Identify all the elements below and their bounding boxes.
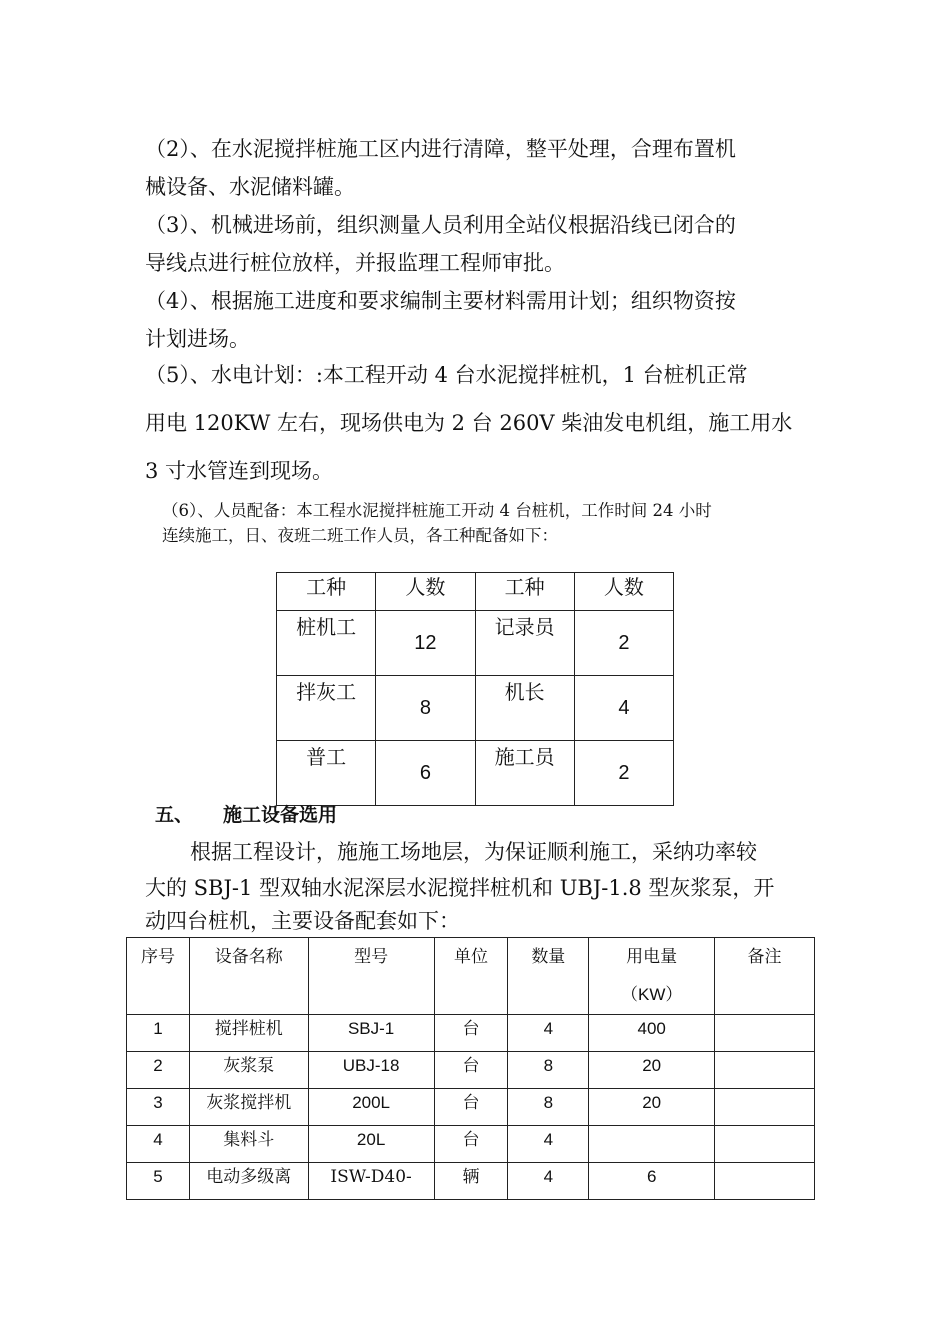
equipment-note-cell (715, 1015, 815, 1052)
equipment-header-cell: 设备名称 (189, 938, 308, 1015)
paragraph-6-line-1: （6）、人员配备：本工程水泥搅拌桩施工开动 4 台桩机，工作时间 24 小时 (162, 501, 712, 520)
equipment-table-row (127, 1089, 815, 1126)
equipment-note-cell (715, 1052, 815, 1089)
equipment-name-cell: 搅拌桩机 (189, 1015, 308, 1052)
equipment-model-cell: ISW-D40- (308, 1163, 434, 1200)
equipment-note-cell (715, 1126, 815, 1163)
paragraph-6-line-2: 连续施工，日、夜班二班工作人员，各工种配备如下： (162, 526, 558, 545)
equipment-qty-cell: 8 (508, 1089, 589, 1126)
equipment-note-cell (715, 1163, 815, 1200)
paragraph-3-line-1: （3）、机械进场前，组织测量人员利用全站仪根据沿线已闭合的 (145, 213, 736, 237)
paragraph-4-line-2: 计划进场。 (145, 327, 250, 351)
section-5-para-line-2: 大的 SBJ-1 型双轴水泥深层水泥搅拌桩机和 UBJ-1.8 型灰浆泵，开 (145, 876, 775, 900)
equipment-unit-cell: 辆 (434, 1163, 508, 1200)
equipment-unit-cell: 台 (434, 1089, 508, 1126)
paragraph-5-line-1: （5）、水电计划：:本工程开动 4 台水泥搅拌桩机，1 台桩机正常 (145, 363, 748, 387)
paragraph-5-line-2: 用电 120KW 左右，现场供电为 2 台 260V 柴油发电机组，施工用水 (145, 411, 793, 435)
equipment-table-header-row (127, 938, 815, 1015)
staff-header-cell: 工种 (277, 573, 376, 611)
paragraph-4-line-1: （4）、根据施工进度和要求编制主要材料需用计划；组织物资按 (145, 289, 736, 313)
equipment-qty-cell: 4 (508, 1163, 589, 1200)
equipment-table-row (127, 1052, 815, 1089)
staff-table-row (277, 676, 674, 741)
equipment-power-cell: 20 (589, 1089, 715, 1126)
equipment-header-cell: 数量 (508, 938, 589, 1015)
staff-count-cell: 2 (574, 611, 673, 676)
staff-table-row (277, 611, 674, 676)
equipment-model-cell: 20L (308, 1126, 434, 1163)
equipment-unit-cell: 台 (434, 1052, 508, 1089)
power-header-cell (589, 938, 715, 1015)
equipment-index-cell: 3 (127, 1089, 190, 1126)
staff-header-cell: 人数 (376, 573, 475, 611)
paragraph-5-line-3: 3 寸水管连到现场。 (145, 459, 334, 483)
equipment-qty-cell: 4 (508, 1126, 589, 1163)
staff-job-cell: 机长 (475, 676, 574, 741)
staff-job-cell: 桩机工 (277, 611, 376, 676)
section-5-number: 五、 (155, 804, 194, 826)
staff-count-cell: 6 (376, 741, 475, 806)
equipment-power-cell: 6 (589, 1163, 715, 1200)
section-5-para-line-3: 动四台桩机，主要设备配套如下： (145, 909, 460, 933)
paragraph-3-line-2: 导线点进行桩位放样，并报监理工程师审批。 (145, 251, 565, 275)
equipment-qty-cell: 4 (508, 1015, 589, 1052)
equipment-name-cell: 集料斗 (189, 1126, 308, 1163)
equipment-table-row (127, 1126, 815, 1163)
equipment-index-cell: 1 (127, 1015, 190, 1052)
staff-count-cell: 2 (574, 741, 673, 806)
equipment-model-cell: 200L (308, 1089, 434, 1126)
equipment-table-row (127, 1015, 815, 1052)
section-5-para-line-1: 根据工程设计，施施工场地层，为保证顺利施工，采纳功率较 (190, 840, 757, 864)
equipment-model-cell: SBJ-1 (308, 1015, 434, 1052)
equipment-note-cell (715, 1089, 815, 1126)
section-5-title: 施工设备选用 (223, 804, 338, 826)
power-header-label: 用电量 (626, 947, 678, 967)
equipment-table (126, 937, 815, 1200)
staff-job-cell: 拌灰工 (277, 676, 376, 741)
equipment-index-cell: 5 (127, 1163, 190, 1200)
equipment-table-row (127, 1163, 815, 1200)
staff-table (276, 572, 674, 806)
staff-job-cell: 普工 (277, 741, 376, 806)
power-header-unit: （KW） (620, 985, 683, 1004)
paragraph-2-line-2: 械设备、水泥储料罐。 (145, 175, 355, 199)
equipment-power-cell (589, 1126, 715, 1163)
staff-header-cell: 工种 (475, 573, 574, 611)
equipment-header-cell: 单位 (434, 938, 508, 1015)
equipment-model-cell: UBJ-18 (308, 1052, 434, 1089)
equipment-qty-cell: 8 (508, 1052, 589, 1089)
staff-table-header-row (277, 573, 674, 611)
equipment-name-cell: 电动多级离 (189, 1163, 308, 1200)
equipment-name-cell: 灰浆搅拌机 (189, 1089, 308, 1126)
staff-count-cell: 4 (574, 676, 673, 741)
paragraph-2-line-1: （2）、在水泥搅拌桩施工区内进行清障，整平处理，合理布置机 (145, 137, 736, 161)
staff-count-cell: 8 (376, 676, 475, 741)
equipment-header-cell: 型号 (308, 938, 434, 1015)
staff-job-cell: 施工员 (475, 741, 574, 806)
equipment-index-cell: 4 (127, 1126, 190, 1163)
equipment-name-cell: 灰浆泵 (189, 1052, 308, 1089)
equipment-unit-cell: 台 (434, 1126, 508, 1163)
staff-table-row (277, 741, 674, 806)
staff-header-cell: 人数 (574, 573, 673, 611)
equipment-power-cell: 20 (589, 1052, 715, 1089)
equipment-header-cell: 序号 (127, 938, 190, 1015)
equipment-unit-cell: 台 (434, 1015, 508, 1052)
equipment-power-cell: 400 (589, 1015, 715, 1052)
equipment-index-cell: 2 (127, 1052, 190, 1089)
staff-job-cell: 记录员 (475, 611, 574, 676)
section-5-heading (155, 800, 337, 827)
staff-count-cell: 12 (376, 611, 475, 676)
equipment-header-cell: 备注 (715, 938, 815, 1015)
